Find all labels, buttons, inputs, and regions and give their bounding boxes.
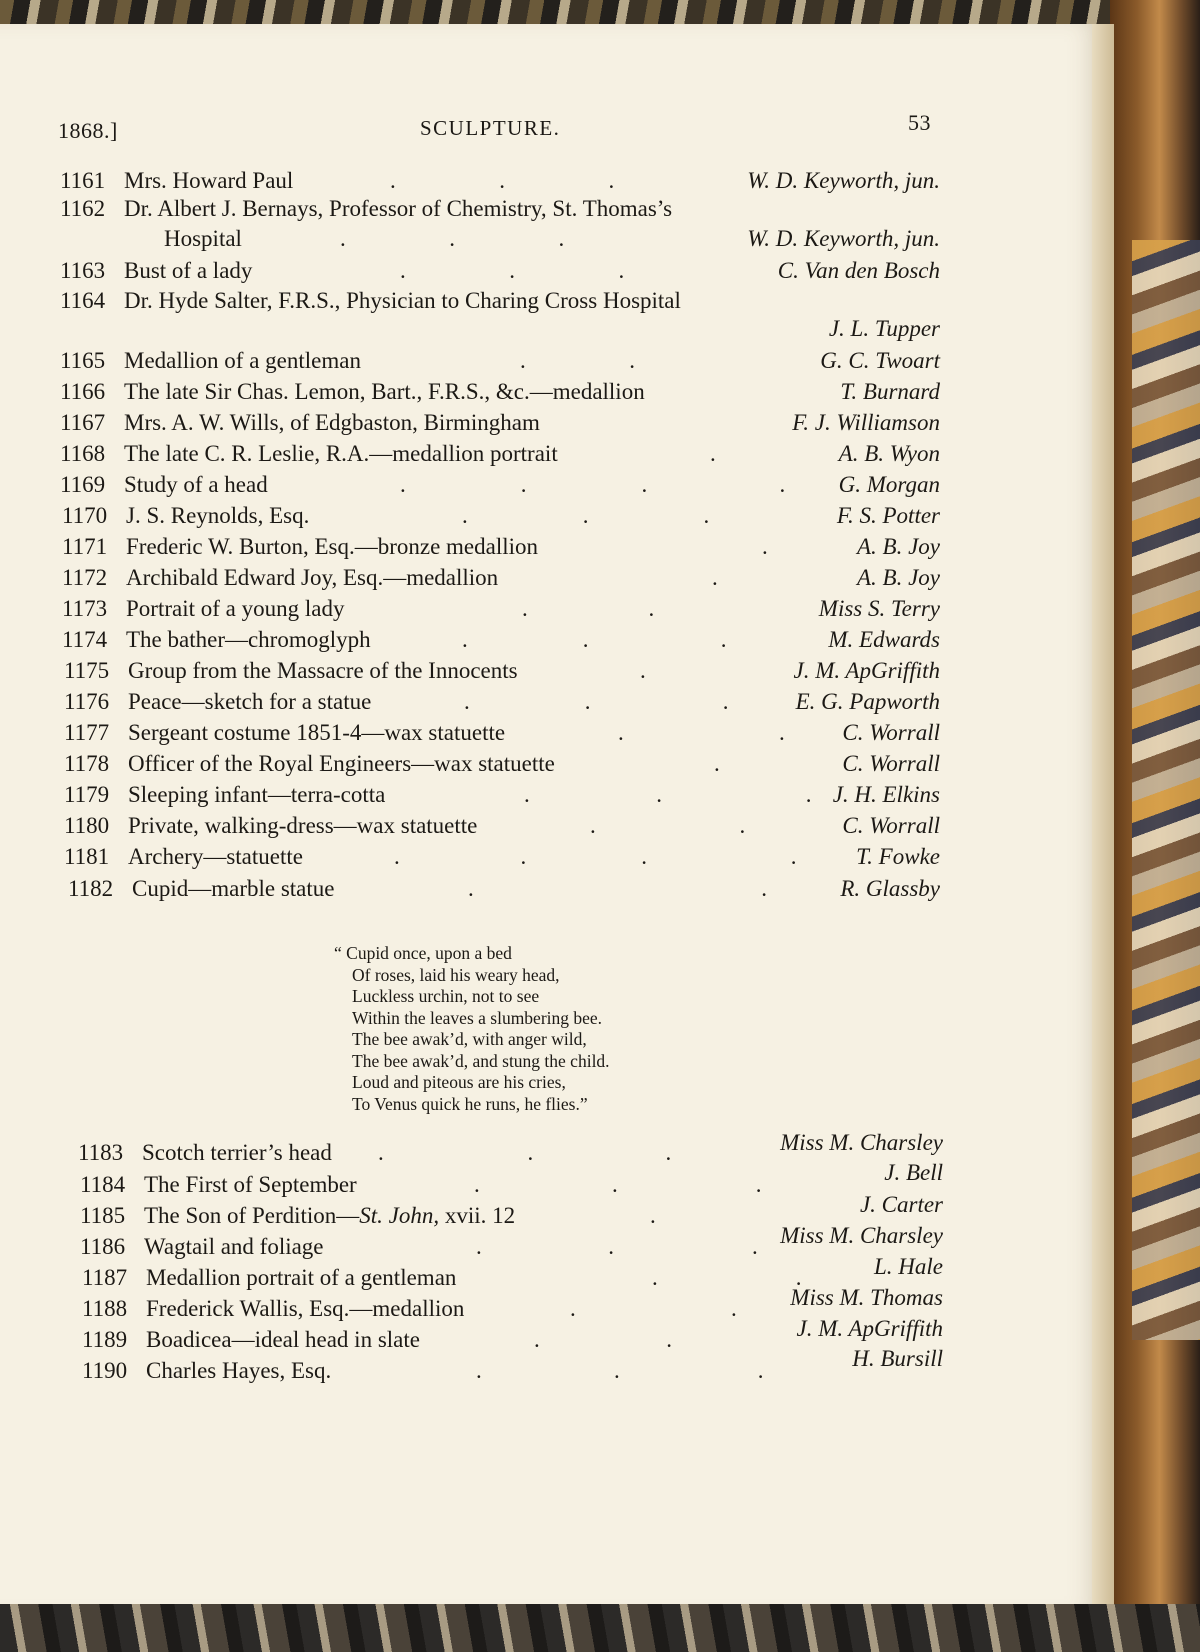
entry-artist: H. Bursill <box>852 1346 943 1371</box>
entry-title: Group from the Massacre of the Innocents <box>128 658 518 683</box>
entry-artist: J. M. ApGriffith <box>796 1316 943 1341</box>
leader-dots: . . . <box>378 1140 672 1165</box>
catalogue-entry <box>64 751 940 783</box>
entry-artist: R. Glassby <box>840 876 940 901</box>
entry-number: 1189 <box>82 1327 128 1352</box>
leader-dots: . . . <box>524 782 812 807</box>
leader-dots: . . . . <box>394 844 797 869</box>
leader-dots: . . . <box>462 503 710 528</box>
leader-dots: . . . <box>390 168 615 193</box>
entry-title: The First of September <box>144 1172 357 1197</box>
entry-title: Private, walking-dress—wax statuette <box>128 813 478 838</box>
entry-artist: C. Worrall <box>842 720 940 745</box>
catalogue-entry <box>64 658 940 690</box>
entry-artist: J. M. ApGriffith <box>793 658 940 683</box>
entry-title: Dr. Hyde Salter, F.R.S., Physician to Charing Cross Hospital <box>124 288 681 313</box>
entry-artist: T. Burnard <box>840 379 940 404</box>
leader-dots: . <box>714 751 720 776</box>
catalogue-entry <box>62 565 940 597</box>
entry-title: The late C. R. Leslie, R.A.—medallion portrait <box>124 441 558 466</box>
entry-title: Sergeant costume 1851-4—wax statuette <box>128 720 506 745</box>
entry-artist: C. Worrall <box>842 751 940 776</box>
entry-title: Charles Hayes, Esq. <box>146 1358 332 1383</box>
poem-line: Loud and piteous are his cries, <box>352 1072 566 1092</box>
entry-title: Sleeping infant—terra-cotta <box>128 782 386 807</box>
leader-dots: . . . <box>400 258 625 283</box>
leader-dots: . . <box>570 1296 737 1321</box>
leader-dots: . <box>762 534 768 559</box>
entry-number: 1187 <box>82 1265 128 1290</box>
entry-title: Portrait of a young lady <box>126 596 345 621</box>
entry-number: 1169 <box>60 472 106 497</box>
entry-title-reference: St. John, <box>359 1203 440 1228</box>
leader-dots: . . . <box>476 1358 764 1383</box>
entry-artist: F. J. Williamson <box>792 410 940 435</box>
entry-number: 1188 <box>82 1296 128 1321</box>
catalogue-entry <box>60 348 940 380</box>
entry-artist: Miss M. Charsley <box>780 1130 943 1155</box>
leader-dots: . . <box>652 1265 802 1290</box>
running-head-year: 1868.] <box>58 118 118 143</box>
entry-title: Archery—statuette <box>128 844 303 869</box>
entry-number: 1181 <box>64 844 110 869</box>
catalogue-entry <box>62 503 940 535</box>
leader-dots: . . . . <box>400 472 786 497</box>
entry-title <box>144 1203 515 1229</box>
entry-artist: C. Van den Bosch <box>777 258 940 283</box>
leader-dots: . . <box>618 720 785 745</box>
leader-dots: . <box>650 1203 656 1228</box>
catalogue-entry <box>60 410 940 442</box>
leader-dots: . . . <box>462 627 727 652</box>
leader-dots: . <box>710 441 716 466</box>
catalogue-entry <box>60 379 940 411</box>
catalogue-entry <box>64 720 940 752</box>
entry-title: Dr. Albert J. Bernays, Professor of Chemistry, St. Thomas’s <box>124 196 673 221</box>
entry-number: 1176 <box>64 689 110 714</box>
entry-artist: A. B. Joy <box>856 534 940 559</box>
catalogue-entry-continuation <box>60 226 940 258</box>
running-head-section: SCULPTURE. <box>420 116 561 140</box>
entry-number: 1178 <box>64 751 110 776</box>
entry-number: 1183 <box>78 1140 124 1165</box>
entry-title: Scotch terrier’s head <box>142 1140 332 1165</box>
entry-title: Boadicea—ideal head in slate <box>146 1327 420 1352</box>
catalogue-entry <box>68 876 940 908</box>
entry-title-verse: xvii. 12 <box>439 1203 516 1228</box>
leader-dots: . . . <box>474 1172 762 1197</box>
entry-artist: W. D. Keyworth, jun. <box>747 226 940 251</box>
poem-line: To Venus quick he runs, he flies.” <box>352 1093 588 1114</box>
entry-number: 1182 <box>68 876 114 901</box>
entry-title: Medallion of a gentleman <box>124 348 361 373</box>
entry-title: Medallion portrait of a gentleman <box>146 1265 457 1290</box>
leader-dots: . <box>640 658 646 683</box>
entry-artist: W. D. Keyworth, jun. <box>747 168 940 193</box>
entry-number: 1186 <box>80 1234 126 1259</box>
catalogue-entry <box>60 258 940 290</box>
catalogue-entry <box>60 441 940 473</box>
leader-dots: . <box>712 565 718 590</box>
entry-title: The bather—chromoglyph <box>126 627 371 652</box>
entry-number: 1177 <box>64 720 110 745</box>
entry-artist: J. H. Elkins <box>832 782 940 807</box>
poem-line: Of roses, laid his weary head, <box>352 964 560 985</box>
poem-line: Within the leaves a slumbering bee. <box>352 1007 603 1028</box>
poem-line: “ Cupid once, upon a bed <box>334 943 512 963</box>
leader-dots: . . <box>468 876 767 901</box>
entry-artist: A. B. Joy <box>856 565 940 590</box>
catalogue-entry <box>62 596 940 628</box>
entry-number: 1174 <box>62 627 108 652</box>
entry-artist: J. Bell <box>884 1160 943 1185</box>
page-fore-edge <box>1092 24 1114 1614</box>
entry-title: Bust of a lady <box>124 258 253 283</box>
entry-artist: Miss S. Terry <box>818 596 940 621</box>
poem-line: Luckless urchin, not to see <box>352 986 540 1006</box>
leader-dots: . . . <box>476 1234 758 1259</box>
entry-number: 1171 <box>62 534 108 559</box>
entry-title-continued: Hospital <box>164 226 242 251</box>
entry-number: 1185 <box>80 1203 126 1228</box>
entry-artist: E. G. Papworth <box>795 689 940 714</box>
entry-title: Frederick Wallis, Esq.—medallion <box>146 1296 465 1321</box>
entry-artist: J. Carter <box>859 1192 943 1217</box>
poem-line: The bee awak’d, and stung the child. <box>352 1050 610 1071</box>
entry-number: 1161 <box>60 168 106 193</box>
entry-artist: A. B. Wyon <box>838 441 940 466</box>
book-cover-marbled-bottom <box>0 1604 1200 1652</box>
leader-dots: . . <box>520 348 635 373</box>
leader-dots: . . <box>590 813 746 838</box>
entry-number: 1172 <box>62 565 108 590</box>
entry-number: 1173 <box>62 596 108 621</box>
entry-title: Peace—sketch for a statue <box>128 689 372 714</box>
entry-artist: L. Hale <box>874 1254 943 1279</box>
entry-artist: T. Fowke <box>856 844 940 869</box>
leader-dots: . . . <box>464 689 729 714</box>
entry-artist: M. Edwards <box>828 627 940 652</box>
catalogue-entry <box>62 534 940 566</box>
catalogue-entry <box>64 813 940 845</box>
entry-number: 1175 <box>64 658 110 683</box>
entry-artist: Miss M. Thomas <box>790 1285 943 1310</box>
entry-number: 1170 <box>62 503 108 528</box>
leader-dots: . . . <box>340 226 565 251</box>
catalogue-entry <box>64 782 940 814</box>
entry-number: 1190 <box>82 1358 128 1383</box>
entry-title: J. S. Reynolds, Esq. <box>126 503 310 528</box>
entry-title: Officer of the Royal Engineers—wax statuette <box>128 751 555 776</box>
catalogue-entry <box>60 196 940 228</box>
catalogue-entry <box>62 627 940 659</box>
entry-artist: G. Morgan <box>838 472 940 497</box>
catalogue-entry-continuation <box>60 316 940 348</box>
page-number: 53 <box>908 110 931 135</box>
entry-number: 1179 <box>64 782 110 807</box>
entry-title-main: The Son of Perdition— <box>144 1203 360 1228</box>
catalogue-entry <box>60 472 940 504</box>
entry-title: Study of a head <box>124 472 268 497</box>
entry-title: Cupid—marble statue <box>132 876 335 901</box>
book-cover-marbled-endpaper <box>1132 240 1200 1340</box>
entry-number: 1162 <box>60 196 106 221</box>
entry-number: 1166 <box>60 379 106 404</box>
entry-title: Mrs. Howard Paul <box>124 168 294 193</box>
entry-number: 1164 <box>60 288 106 313</box>
leader-dots: . . <box>534 1327 672 1352</box>
entry-number: 1180 <box>64 813 110 838</box>
poem-quotation <box>334 943 610 1115</box>
catalogue-entry <box>64 844 940 876</box>
entry-number: 1184 <box>80 1172 126 1197</box>
entry-artist: F. S. Potter <box>836 503 940 528</box>
entry-number: 1163 <box>60 258 106 283</box>
entry-artist: C. Worrall <box>842 813 940 838</box>
entry-title: Frederic W. Burton, Esq.—bronze medallion <box>126 534 539 559</box>
entry-artist: Miss M. Charsley <box>780 1223 943 1248</box>
entry-title: Mrs. A. W. Wills, of Edgbaston, Birmingham <box>124 410 540 435</box>
entry-artist: J. L. Tupper <box>828 316 940 341</box>
entry-number: 1168 <box>60 441 106 466</box>
leader-dots: . . <box>522 596 655 621</box>
entry-title: Archibald Edward Joy, Esq.—medallion <box>126 565 499 590</box>
entry-title: The late Sir Chas. Lemon, Bart., F.R.S., &c.—medallion <box>124 379 645 404</box>
entry-title: Wagtail and foliage <box>144 1234 324 1259</box>
entry-number: 1165 <box>60 348 106 373</box>
catalogue-entry <box>64 689 940 721</box>
poem-line: The bee awak’d, with anger wild, <box>352 1029 587 1049</box>
entry-artist: G. C. Twoart <box>820 348 940 373</box>
entry-number: 1167 <box>60 410 106 435</box>
